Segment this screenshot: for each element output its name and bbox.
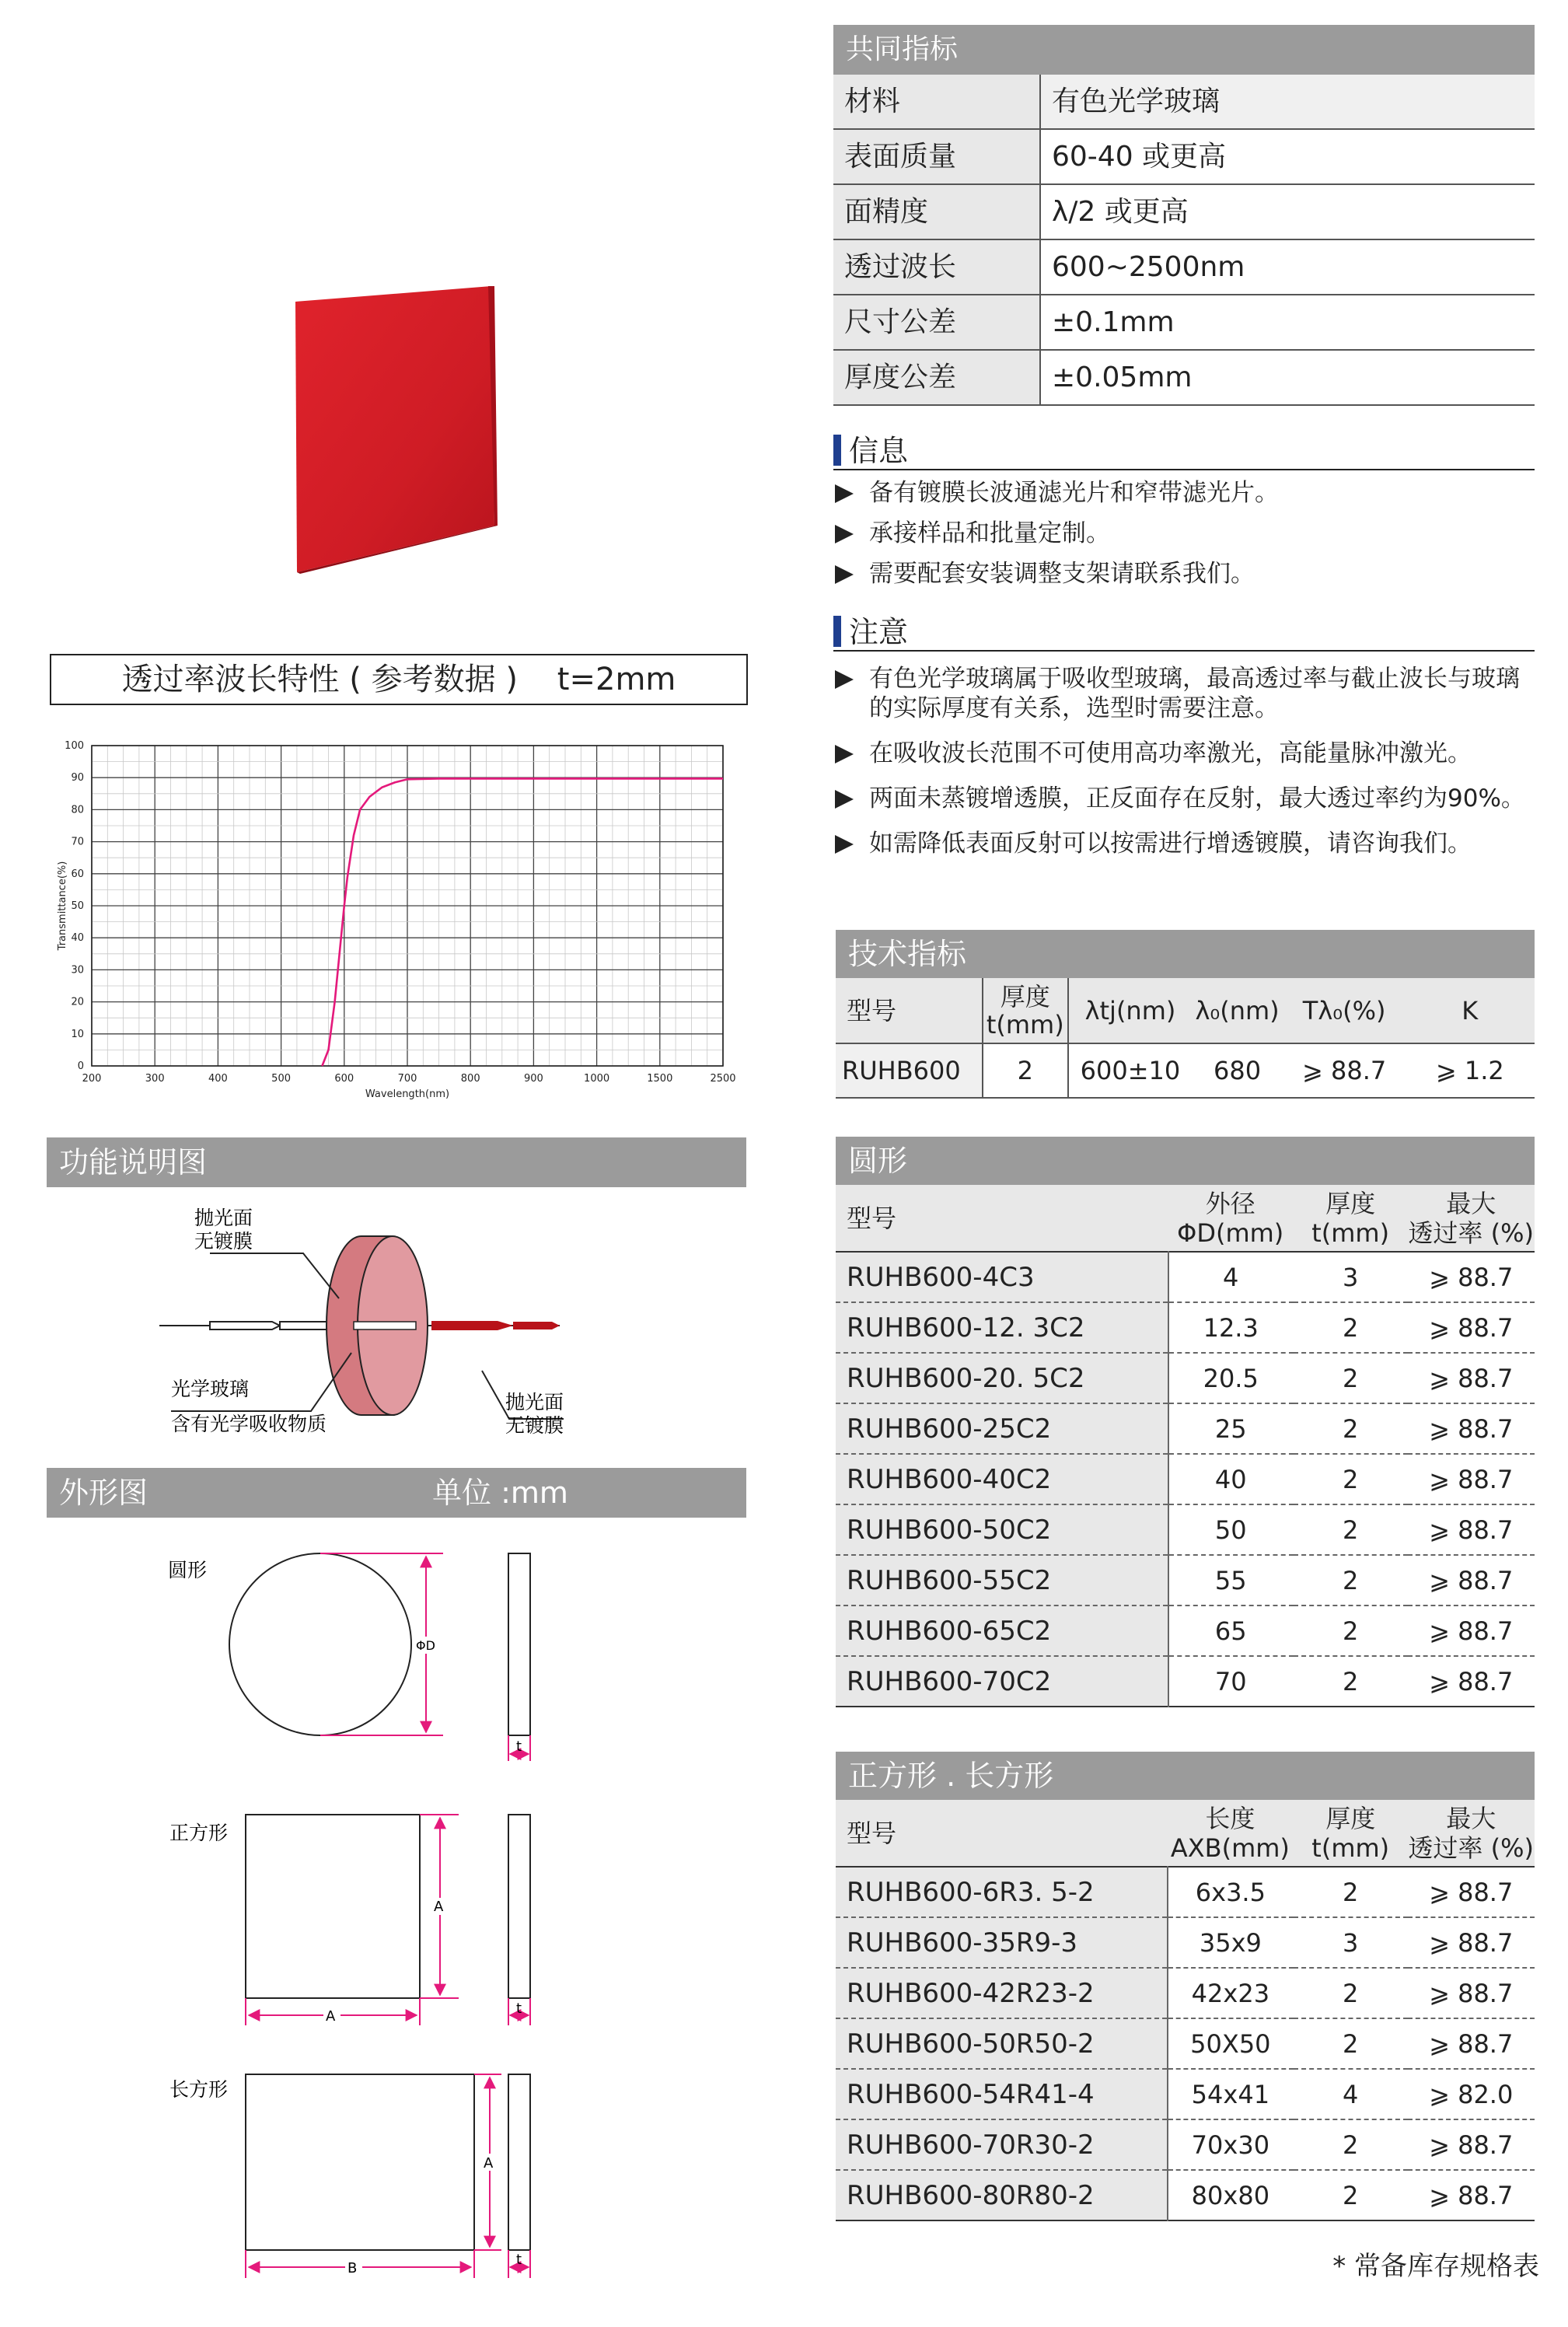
notes-title: 注意	[849, 615, 909, 649]
round-cell: ⩾ 88.7	[1429, 1616, 1514, 1646]
rect-cell: RUHB600-35R9-3	[836, 1917, 1168, 1968]
rect-cell: 42x23	[1191, 1978, 1270, 2008]
y-tick-label: 20	[71, 996, 84, 1008]
common-spec-value: 60-40 或更高	[1041, 130, 1535, 183]
outline-square-label: 正方形	[169, 1822, 229, 1844]
rect-cell: 70x30	[1191, 2130, 1270, 2160]
round-cell: ⩾ 88.7	[1429, 1413, 1514, 1444]
rect-cell: 4	[1343, 2079, 1359, 2109]
y-tick-label: 30	[71, 964, 84, 977]
round-cell: ⩾ 88.7	[1429, 1312, 1514, 1343]
dim-A-2: A	[326, 2008, 336, 2025]
chart-title: 透过率波长特性 ( 参考数据 ) t=2mm	[121, 662, 676, 697]
rect-row	[836, 2119, 1535, 2170]
round-row	[836, 1656, 1535, 1707]
info-item-text: 备有镀膜长波通滤光片和窄带滤光片。	[869, 479, 1279, 507]
rect-cell: RUHB600-70R30-2	[836, 2119, 1168, 2170]
tech-spec-cell: ⩾ 88.7	[1302, 1056, 1387, 1085]
y-tick-label: 90	[71, 772, 84, 784]
round-spec	[836, 1137, 1535, 1707]
transmittance-curve	[322, 778, 723, 1066]
rect-cell: ⩾ 88.7	[1429, 1978, 1514, 2008]
common-spec-value: ±0.1mm	[1041, 295, 1535, 349]
notes-item	[833, 829, 1535, 858]
rect-cell: 2	[1343, 1978, 1359, 2008]
common-spec	[833, 25, 1535, 406]
outline-rect-label: 长方形	[169, 2078, 229, 2101]
info-title: 信息	[849, 434, 909, 468]
outline-unit: 单位 :mm	[432, 1476, 568, 1510]
round-cell: 2	[1342, 1464, 1359, 1494]
label-polished-2b: 无镀膜	[505, 1414, 564, 1437]
rect-cell: 80x80	[1191, 2180, 1270, 2210]
rect-cell: RUHB600-50R50-2	[836, 2018, 1168, 2069]
round-row	[836, 1353, 1535, 1403]
bullet-triangle-icon	[835, 745, 854, 763]
round-cell: ⩾ 88.7	[1429, 1363, 1514, 1393]
label-polished-1a: 抛光面	[194, 1207, 253, 1229]
rect-col-header: 厚度 t(mm)	[1311, 1803, 1390, 1863]
notes-item	[833, 739, 1535, 768]
rect-cell: RUHB600-80R80-2	[836, 2170, 1168, 2220]
round-cell: RUHB600-70C2	[836, 1656, 1168, 1707]
rect-cell: ⩾ 88.7	[1429, 2028, 1514, 2059]
round-header-row	[836, 1185, 1535, 1252]
tech-spec-cell: 680	[1214, 1056, 1262, 1085]
tech-spec-header	[836, 930, 1535, 978]
common-spec-key: 材料	[833, 75, 1041, 128]
info-item	[833, 519, 1535, 548]
rect-cell: 50X50	[1190, 2028, 1271, 2059]
y-tick-label: 10	[71, 1028, 84, 1040]
rect-cell: 6x3.5	[1195, 1877, 1266, 1907]
tech-spec-cell: 2	[983, 1043, 1068, 1098]
round-col-header: 型号	[847, 1203, 897, 1233]
rect-cell: 54x41	[1191, 2079, 1270, 2109]
notes-item-text: 在吸收波长范围不可使用高功率激光，高能量脉冲激光。	[869, 739, 1472, 767]
common-spec-row	[833, 130, 1535, 185]
notes-item-text: 两面未蒸镀增透膜，正反面存在反射，最大透过率约为90%。	[869, 784, 1525, 812]
tech-spec-col-header: 型号	[847, 995, 897, 1025]
rect-col-header: 最大 透过率 (%)	[1408, 1803, 1534, 1863]
tech-spec-col-header: K	[1461, 995, 1479, 1025]
y-axis-label: Transmittance(%)	[57, 861, 68, 951]
label-polished-2a: 抛光面	[505, 1391, 564, 1413]
round-cell: 65	[1214, 1616, 1247, 1646]
bullet-triangle-icon	[835, 670, 854, 689]
rect-title: 正方形 . 长方形	[848, 1759, 1054, 1793]
info-item	[833, 478, 1535, 508]
notes-list	[833, 664, 1535, 858]
y-tick-label: 70	[71, 836, 84, 848]
common-spec-row	[833, 295, 1535, 351]
rect-col-header: 长度 AXB(mm)	[1170, 1803, 1290, 1863]
tech-spec-cell: RUHB600	[836, 1043, 983, 1098]
common-spec-key: 透过波长	[833, 240, 1041, 294]
outline-title: 外形图	[59, 1476, 148, 1510]
tech-spec-col-header: λtj(nm)	[1084, 995, 1176, 1025]
x-tick-label: 1000	[584, 1073, 610, 1085]
outline-header	[47, 1468, 746, 1518]
info-item-text: 需要配套安装调整支架请联系我们。	[869, 560, 1255, 588]
round-row	[836, 1504, 1535, 1555]
round-cell: 50	[1214, 1515, 1247, 1545]
bullet-triangle-icon	[835, 525, 854, 543]
product-image	[280, 280, 513, 583]
x-tick-label: 1500	[647, 1073, 673, 1085]
info-item-text: 承接样品和批量定制。	[869, 519, 1110, 547]
rect-row	[836, 1917, 1535, 1968]
round-cell: 2	[1342, 1312, 1359, 1343]
rect-cell: ⩾ 88.7	[1429, 1877, 1514, 1907]
label-polished-1b: 无镀膜	[194, 1230, 253, 1253]
round-header	[836, 1137, 1535, 1185]
round-cell: 3	[1342, 1262, 1359, 1292]
notes-item	[833, 664, 1535, 723]
x-tick-label: 800	[460, 1073, 480, 1085]
y-tick-label: 60	[71, 868, 84, 880]
info-section	[833, 432, 1535, 599]
round-cell: 2	[1342, 1515, 1359, 1545]
common-spec-rows	[833, 75, 1535, 406]
round-col-header: 外径 ΦD(mm)	[1177, 1188, 1284, 1248]
rect-cell: 3	[1343, 1927, 1359, 1958]
round-col-header: 厚度 t(mm)	[1311, 1188, 1390, 1248]
rect-header	[836, 1752, 1535, 1800]
round-cell: 25	[1214, 1413, 1247, 1444]
round-cell: 70	[1214, 1666, 1247, 1696]
section-bar-icon	[833, 616, 841, 647]
common-spec-key: 面精度	[833, 185, 1041, 239]
footnote: * 常备库存规格表	[1332, 2251, 1539, 2282]
round-row	[836, 1403, 1535, 1454]
common-spec-value: ±0.05mm	[1041, 351, 1535, 404]
rect-cell: 2	[1343, 2028, 1359, 2059]
round-cell: 2	[1342, 1616, 1359, 1646]
y-tick-label: 80	[71, 804, 84, 816]
tech-spec-cell: 600±10	[1080, 1056, 1181, 1085]
tech-spec-title: 技术指标	[848, 937, 967, 971]
round-cell: 12.3	[1203, 1312, 1259, 1343]
rect-cell: 2	[1343, 1877, 1359, 1907]
bullet-triangle-icon	[835, 484, 854, 503]
common-spec-row	[833, 75, 1535, 130]
dim-t-3: t	[516, 2252, 522, 2268]
dim-D: ΦD	[416, 1638, 435, 1653]
notes-item-text: 有色光学玻璃属于吸收型玻璃，最高透过率与截止波长与玻璃的实际厚度有关系，选型时需要注意。	[869, 665, 1520, 722]
outline-drawing	[0, 1524, 762, 2301]
rect-row	[836, 1867, 1535, 1917]
x-axis-label: Wavelength(nm)	[365, 1088, 450, 1100]
common-spec-value: λ/2 或更高	[1041, 185, 1535, 239]
round-cell: 2	[1342, 1565, 1359, 1595]
info-list	[833, 478, 1535, 589]
rect-header-row	[836, 1800, 1535, 1867]
x-tick-label: 400	[208, 1073, 228, 1085]
tech-spec-header-row	[836, 978, 1535, 1043]
round-cell: ⩾ 88.7	[1429, 1262, 1514, 1292]
label-glass-b: 含有光学吸收物质	[171, 1413, 327, 1435]
x-tick-label: 200	[82, 1073, 102, 1085]
function-diagram	[47, 1190, 746, 1454]
bullet-triangle-icon	[835, 835, 854, 854]
round-title: 圆形	[848, 1144, 908, 1178]
round-cell: RUHB600-20. 5C2	[836, 1353, 1168, 1403]
common-spec-title: 共同指标	[846, 33, 959, 65]
round-cell: 2	[1342, 1666, 1359, 1696]
round-table	[836, 1185, 1535, 1707]
tech-spec-cell: ⩾ 1.2	[1435, 1056, 1504, 1085]
rect-col-header: 型号	[847, 1818, 897, 1848]
common-spec-row	[833, 185, 1535, 240]
rect-cell: ⩾ 82.0	[1429, 2079, 1514, 2109]
round-col-header: 最大 透过率 (%)	[1408, 1188, 1534, 1248]
notes-item	[833, 784, 1535, 813]
round-cell: ⩾ 88.7	[1429, 1666, 1514, 1696]
x-tick-label: 300	[145, 1073, 165, 1085]
y-tick-label: 50	[71, 900, 84, 912]
tech-spec-table	[836, 978, 1535, 1099]
round-cell: 40	[1214, 1464, 1247, 1494]
round-cell: ⩾ 88.7	[1429, 1464, 1514, 1494]
tech-spec-row	[836, 1043, 1535, 1098]
function-diagram-title: 功能说明图	[59, 1145, 208, 1179]
dim-A-3: A	[484, 2155, 494, 2172]
function-diagram-header	[47, 1137, 746, 1187]
rect-cell: ⩾ 88.7	[1429, 2130, 1514, 2160]
common-spec-key: 表面质量	[833, 130, 1041, 183]
chart-title-box	[50, 654, 748, 705]
y-tick-label: 100	[65, 740, 84, 752]
bullet-triangle-icon	[835, 790, 854, 809]
rect-cell: 35x9	[1199, 1927, 1262, 1958]
x-tick-label: 500	[271, 1073, 292, 1085]
round-row	[836, 1454, 1535, 1504]
rect-row	[836, 2069, 1535, 2119]
rect-spec	[836, 1752, 1535, 2221]
rect-cell: ⩾ 88.7	[1429, 2180, 1514, 2210]
dim-A-1: A	[434, 1899, 444, 1915]
notes-item-text: 如需降低表面反射可以按需进行增透镀膜，请咨询我们。	[869, 830, 1472, 858]
round-row	[836, 1252, 1535, 1302]
notes-section	[833, 613, 1535, 874]
common-spec-row	[833, 351, 1535, 406]
round-cell: RUHB600-65C2	[836, 1605, 1168, 1656]
rect-cell: RUHB600-42R23-2	[836, 1968, 1168, 2018]
rect-cell: RUHB600-54R41-4	[836, 2069, 1168, 2119]
rect-cell: 2	[1343, 2130, 1359, 2160]
x-tick-label: 600	[334, 1073, 354, 1085]
dim-B: B	[347, 2260, 358, 2276]
outline-round-label: 圆形	[168, 1559, 208, 1581]
round-cell: RUHB600-50C2	[836, 1504, 1168, 1555]
info-item	[833, 559, 1535, 589]
common-spec-key: 厚度公差	[833, 351, 1041, 404]
x-tick-label: 900	[523, 1073, 543, 1085]
x-tick-label: 2500	[710, 1073, 736, 1085]
round-cell: ⩾ 88.7	[1429, 1515, 1514, 1545]
tech-spec	[836, 930, 1535, 1099]
dim-t-1: t	[516, 1738, 522, 1755]
round-row	[836, 1302, 1535, 1353]
round-cell: RUHB600-40C2	[836, 1454, 1168, 1504]
rect-row	[836, 1968, 1535, 2018]
rect-row	[836, 2170, 1535, 2220]
round-cell: 2	[1342, 1413, 1359, 1444]
common-spec-value: 有色光学玻璃	[1041, 75, 1535, 128]
round-cell: RUHB600-4C3	[836, 1252, 1168, 1302]
common-spec-header	[833, 25, 1535, 75]
x-tick-label: 700	[397, 1073, 417, 1085]
round-cell: ⩾ 88.7	[1429, 1565, 1514, 1595]
round-cell: 20.5	[1203, 1363, 1259, 1393]
notes-header	[833, 613, 1535, 652]
round-cell: RUHB600-12. 3C2	[836, 1302, 1168, 1353]
round-cell: RUHB600-55C2	[836, 1555, 1168, 1605]
round-cell: 2	[1342, 1363, 1359, 1393]
round-cell: 55	[1214, 1565, 1247, 1595]
tech-spec-col-header: Tλ₀(%)	[1302, 995, 1386, 1025]
round-cell: 4	[1223, 1262, 1239, 1292]
tech-spec-col-header: 厚度 t(mm)	[983, 978, 1068, 1043]
dim-t-2: t	[516, 2000, 522, 2017]
info-header	[833, 432, 1535, 470]
bullet-triangle-icon	[835, 565, 854, 584]
tech-spec-col-header: λ₀(nm)	[1195, 995, 1280, 1025]
common-spec-value: 600~2500nm	[1041, 240, 1535, 294]
common-spec-row	[833, 240, 1535, 295]
y-tick-label: 40	[71, 932, 84, 945]
section-bar-icon	[833, 435, 841, 466]
rect-row	[836, 2018, 1535, 2069]
rect-cell: ⩾ 88.7	[1429, 1927, 1514, 1958]
round-row	[836, 1605, 1535, 1656]
label-glass-a: 光学玻璃	[171, 1378, 250, 1400]
rect-table	[836, 1800, 1535, 2221]
common-spec-key: 尺寸公差	[833, 295, 1041, 349]
transmittance-chart	[47, 735, 746, 1108]
y-tick-label: 0	[77, 1060, 84, 1072]
round-cell: RUHB600-25C2	[836, 1403, 1168, 1454]
round-row	[836, 1555, 1535, 1605]
rect-cell: RUHB600-6R3. 5-2	[836, 1867, 1168, 1917]
rect-cell: 2	[1343, 2180, 1359, 2210]
